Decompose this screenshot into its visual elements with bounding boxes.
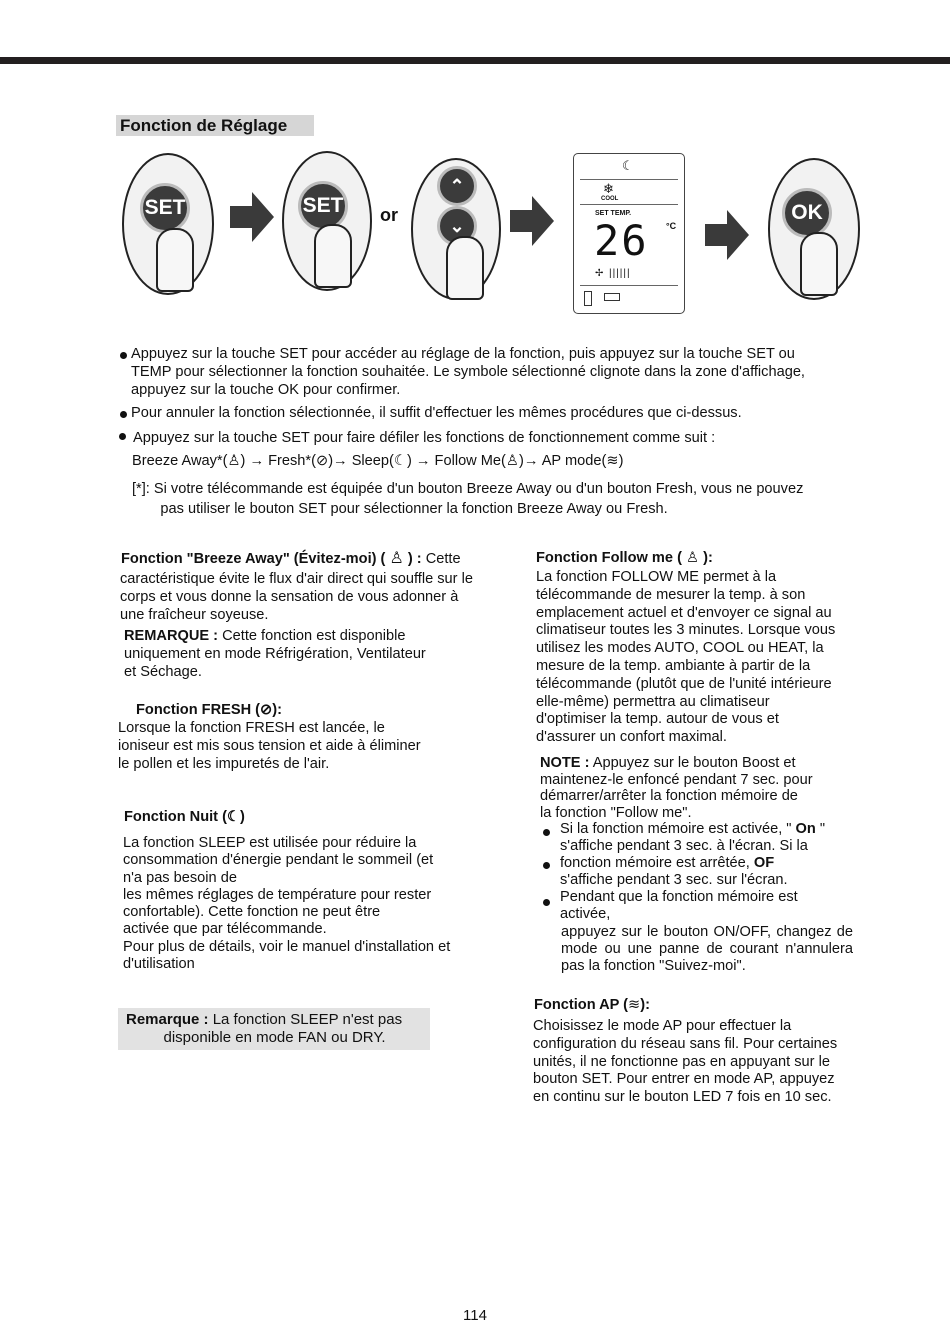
- seq-fresh: ) → Fresh*(: [240, 453, 316, 469]
- note-text: Appuyez sur le bouton Boost et maintenez-le enfoncé pendant 7 sec. pour démarrer/arrêter la fonction mémoire de la fonction "Follow me".: [540, 755, 813, 821]
- item-text: s'affiche pendant 3 sec. sur l'écran.: [560, 871, 788, 888]
- seq-ap: )→ AP mode(: [519, 453, 607, 469]
- follow-heading-text: Fonction Follow me (: [536, 550, 682, 566]
- person-icon: ♙: [505, 453, 519, 469]
- breeze-away-icon: ♙: [389, 550, 404, 567]
- sleep-icon: ☾: [393, 453, 407, 469]
- section-title: Fonction de Réglage: [116, 115, 314, 136]
- breeze-heading-end: ) :: [407, 551, 422, 567]
- sleep-remark-box: [118, 1008, 430, 1050]
- top-rule: [0, 57, 950, 64]
- instruction-1: Appuyez sur la touche SET pour accéder au réglage de la fonction, puis appuyez sur la touche SET ou TEMP pour sélectionner la fonction souhaitée. Le symbole sélectionné clignote dans la zone d'affichage, appuyez sur la touche OK pour confirmer.: [131, 346, 805, 398]
- breeze-away-icon: ♙: [227, 453, 241, 469]
- snowflake-icon: ❄: [603, 181, 614, 196]
- sleep-heading-text: Fonction Nuit (: [124, 809, 227, 825]
- item-text: " s'affiche pendant 3 sec. à l'écran. Si la: [560, 821, 826, 854]
- sleep-heading-end: ): [240, 809, 245, 825]
- indoor-unit-icon: [604, 293, 620, 301]
- instruction-3: Appuyez sur la touche SET pour faire défiler les fonctions de fonctionnement comme suit :: [133, 430, 716, 446]
- follow-item-3: Pendant que la fonction mémoire est activée,: [560, 889, 798, 922]
- footnote: [*]: Si votre télécommande est équipée d'un bouton Breeze Away ou d'un bouton Fresh, vous ne pouvez pas utiliser le bouton SET pour sélectionner la fonction Breeze Away ou Fresh.: [132, 481, 804, 517]
- or-label: or: [380, 205, 398, 225]
- breeze-body-first: Cette: [421, 551, 461, 567]
- arrow-right-icon: [705, 210, 749, 260]
- seq-follow: ) → Follow Me(: [406, 453, 506, 469]
- seq-sleep: )→ Sleep(: [328, 453, 394, 469]
- fan-icon: ✢: [595, 268, 604, 279]
- fresh-body: Lorsque la fonction FRESH est lancée, le ioniseur est mis sous tension et aide à éliminer le pollen et les impuretés de l'air.: [118, 720, 421, 772]
- sleep-remark: [118, 1008, 430, 1047]
- breeze-heading: [121, 550, 461, 568]
- follow-note: [540, 755, 813, 821]
- remark-text: La fonction SLEEP n'est pas disponible en mode FAN ou DRY.: [163, 1011, 403, 1046]
- remote-display: [573, 153, 685, 314]
- sleep-heading: [124, 808, 245, 825]
- fan-speed-bars: ||||||: [609, 268, 631, 279]
- leaf-icon: ⊘: [260, 702, 273, 718]
- fresh-heading-end: ):: [272, 702, 283, 718]
- follow-item-1: [560, 821, 825, 855]
- note-label: NOTE :: [540, 755, 590, 771]
- mode-label: COOL: [601, 196, 619, 202]
- breeze-body: caractéristique évite le flux d'air direct qui souffle sur le corps et vous donne la sensation de vous adonner à une fraîcheur soyeuse.: [120, 571, 473, 623]
- sleep-icon: ☾: [622, 158, 634, 173]
- ap-heading-text: Fonction AP (: [534, 997, 629, 1013]
- sleep-body: La fonction SLEEP est utilisée pour réduire la consommation d'énergie pendant le sommeil (et n'a pas besoin de les mêmes réglages de température pour rester confortable). Cette fonction ne peut être activée que par télécommande. Pour plus de détails, voir le manuel d'installation et d'utilisation: [123, 835, 451, 973]
- person-icon: ♙: [686, 550, 700, 566]
- remark-label: REMARQUE :: [124, 628, 219, 644]
- ap-heading-end: ):: [640, 997, 651, 1013]
- wifi-icon: ≋: [606, 453, 619, 469]
- set-button-1: SET: [140, 183, 190, 233]
- follow-item-2: [560, 855, 788, 889]
- temp-up-button: ⌃: [437, 166, 477, 206]
- finger-icon: [314, 224, 352, 288]
- set-button-2: SET: [298, 181, 348, 231]
- temp-value: 26: [594, 216, 649, 265]
- arrow-right-icon: [510, 196, 554, 246]
- ok-button: OK: [782, 188, 832, 238]
- remark-label: Remarque :: [126, 1011, 209, 1028]
- breeze-remark: [124, 628, 426, 681]
- fresh-heading: [136, 701, 282, 718]
- item-text: Si la fonction mémoire est activée, ": [560, 821, 796, 837]
- seq-breeze: Breeze Away*(: [132, 453, 228, 469]
- follow-heading: [536, 549, 713, 567]
- function-sequence: [132, 452, 623, 470]
- set-temp-label: SET TEMP.: [595, 210, 632, 217]
- arrow-right-icon: [230, 192, 274, 242]
- leaf-icon: ⊘: [315, 453, 329, 469]
- finger-icon: [156, 228, 194, 292]
- ap-body: Choisissez le mode AP pour effectuer la configuration du réseau sans fil. Pour certaines unités, il ne fonctionne pas en appuyant sur le bouton SET. Pour entrer en mode AP, appuyez en continu sur le bouton LED 7 fois en 10 sec.: [533, 1018, 838, 1106]
- remark-text: Cette fonction est disponible uniquement en mode Réfrigération, Ventilateur et Séchage.: [124, 628, 426, 680]
- seq-end: ): [618, 453, 624, 469]
- fresh-heading-text: Fonction FRESH (: [136, 702, 261, 718]
- follow-body: La fonction FOLLOW ME permet à la télécommande de mesurer la temp. à son emplacement actuel et d'envoyer ce signal au climatiseur toutes les 3 minutes. Lorsque vous utilisez les modes AUTO, COOL ou HEAT, la mesure de la temp. ambiante à partir de la télécommande (plutôt que de l'unité intérieure elle-même) permettra au climatiseur d'optimiser la temp. autour de vous et d'assurer un confort maximal.: [536, 569, 836, 746]
- follow-item-3-cont: appuyez sur le bouton ON/OFF, changez de mode ou une panne de courant n'annulera pas la fonction "Suivez-moi".: [561, 924, 853, 974]
- sleep-icon: ☾: [226, 809, 241, 825]
- finger-icon: [446, 236, 484, 300]
- item-bold: OF: [753, 855, 775, 871]
- follow-heading-end: ):: [703, 550, 713, 566]
- temp-down-button: ⌄: [437, 206, 477, 246]
- breeze-heading-text: Fonction "Breeze Away" (Évitez-moi) (: [121, 551, 386, 567]
- finger-icon: [800, 232, 838, 296]
- ap-heading: [534, 996, 650, 1014]
- remote-signal-icon: [584, 291, 592, 306]
- item-bold: On: [795, 821, 816, 837]
- item-text: fonction mémoire est arrêtée,: [560, 855, 754, 871]
- unit-label: °C: [666, 221, 677, 231]
- instruction-2: Pour annuler la fonction sélectionnée, il suffit d'effectuer les mêmes procédures que ci-dessus.: [131, 405, 742, 421]
- wifi-icon: ≋: [628, 997, 641, 1013]
- page-number: 114: [463, 1307, 487, 1324]
